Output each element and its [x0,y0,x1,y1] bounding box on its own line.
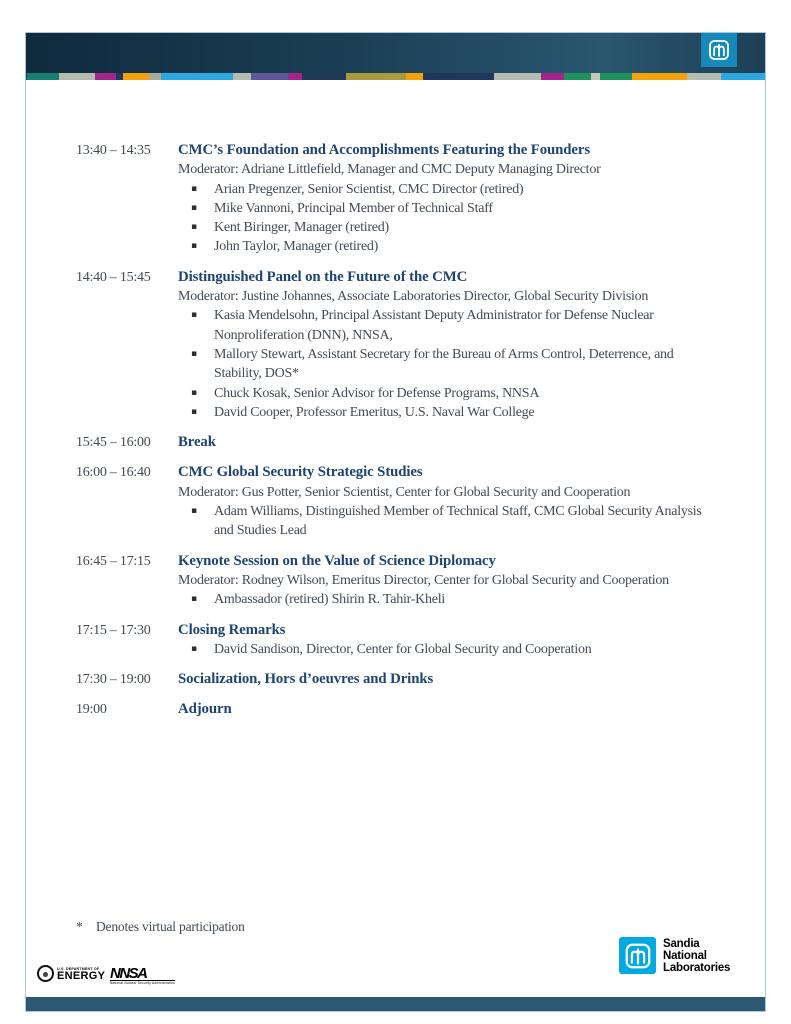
thunderbird-glyph [623,941,653,971]
stripe-segment [288,73,302,80]
speaker-text: Kasia Mendelsohn, Principal Assistant Deputy Administrator for Defense Nuclear Nonproliferation (DNN), NNSA, [214,308,654,343]
speaker-list [178,640,765,659]
stripe-segment [406,73,423,80]
stripe-segment [59,73,95,80]
agenda-title: Break [178,434,216,451]
agenda-time: 16:00 – 16:40 [76,465,151,481]
agenda-title: Adjourn [178,701,232,718]
footer-bar [26,997,765,1011]
doe-energy-line: ENERGY [57,969,106,982]
stripe-segment [95,73,116,80]
stripe-segment [27,73,59,80]
header-banner [26,33,765,73]
speaker-text: David Sandison, Director, Center for Global Security and Cooperation [214,641,592,657]
agenda-title: Distinguished Panel on the Future of the CMC [178,268,468,285]
nnsa-subtitle: National Nuclear Security Administration [110,981,175,985]
speaker-text: Arian Pregenzer, Senior Scientist, CMC Director (retired) [214,181,524,197]
speaker-text: Ambassador (retired) Shirin R. Tahir-Kheli [214,592,445,608]
stripe-segment [600,73,632,80]
agenda-moderator: Moderator: Rodney Wilson, Emeritus Director, Center for Global Security and Cooperation [178,572,669,588]
speaker-text: David Cooper, Professor Emeritus, U.S. Naval War College [214,404,535,420]
agenda-item [76,670,765,689]
speaker-item [178,384,765,403]
doe-dept-line: U.S. DEPARTMENT OF [57,966,100,971]
agenda-title: CMC’s Foundation and Accomplishments Featuring the Founders [178,142,591,158]
agenda-moderator: Moderator: Gus Potter, Senior Scientist, Center for Global Security and Cooperation [178,484,631,500]
speaker-item [178,590,765,609]
bullet-square-icon: ▪ [191,506,197,517]
bullet-square-icon: ▪ [191,348,197,359]
sandia-wordmark-line: Sandia [663,938,700,950]
agenda-time: 17:30 – 19:00 [76,672,151,688]
agenda-time: 14:40 – 15:45 [76,269,151,285]
bullet-square-icon: ▪ [191,643,197,654]
bullet-square-icon: ▪ [191,202,197,213]
stripe-segment [564,73,591,80]
bullet-square-icon: ▪ [191,222,197,233]
accent-stripe [26,73,765,80]
sandia-wordmark [663,937,730,974]
stripe-segment [346,73,406,80]
agenda-item [76,433,765,452]
agenda-item [76,141,765,257]
doe-seal-icon [37,965,54,982]
agenda-time: 13:40 – 14:35 [76,143,151,158]
agenda-item [76,621,765,660]
bullet-square-icon: ▪ [191,594,197,605]
stripe-segment [541,73,564,80]
speaker-text: Kent Biringer, Manager (retired) [214,220,389,236]
stripe-segment [687,73,721,80]
agenda-item [76,463,765,540]
agenda-title: Keynote Session on the Value of Science Diplomacy [178,552,496,569]
speaker-item [178,403,765,422]
speaker-list [178,306,765,422]
stripe-segment [632,73,687,80]
speaker-text: Chuck Kosak, Senior Advisor for Defense Programs, NNSA [214,385,540,401]
speaker-item [178,237,765,256]
speaker-text: John Taylor, Manager (retired) [214,239,379,255]
speaker-item [178,306,765,345]
stripe-segment [233,73,251,80]
agenda-title: Closing Remarks [178,621,286,638]
stripe-segment [161,73,233,80]
doe-wordmark [57,967,105,981]
speaker-list [178,502,765,541]
bullet-square-icon: ▪ [191,183,197,194]
speaker-item [178,199,765,218]
stripe-segment [123,73,149,80]
agenda-moderator: Moderator: Adriane Littlefield, Manager and CMC Deputy Managing Director [178,162,601,178]
speaker-item [178,180,765,199]
agenda-time: 17:15 – 17:30 [76,622,151,638]
agenda-time: 15:45 – 16:00 [76,435,151,451]
speaker-item [178,640,765,659]
stripe-segment [494,73,541,80]
bullet-square-icon: ▪ [191,406,197,417]
footnote-asterisk: * [76,919,83,934]
agenda-item [76,552,765,610]
speaker-text: Mike Vannoni, Principal Member of Technical Staff [214,200,493,216]
sandia-thunderbird-icon [701,33,737,67]
speaker-item [178,345,765,384]
agenda-item [76,700,765,719]
stripe-segment [721,73,765,80]
page-frame [25,32,766,1012]
agenda-time: 19:00 [76,702,107,718]
speaker-list [178,180,765,257]
speaker-text: Adam Williams, Distinguished Member of Technical Staff, CMC Global Security Analysis and Studies Lead [214,504,702,539]
bullet-square-icon: ▪ [191,387,197,398]
thunderbird-glyph [707,38,731,62]
agenda [26,80,765,720]
sandia-logo [619,937,730,974]
footnote-text: Denotes virtual participation [96,919,245,934]
stripe-segment [591,73,600,80]
agenda-title: CMC Global Security Strategic Studies [178,464,423,481]
speaker-text: Mallory Stewart, Assistant Secretary for the Bureau of Arms Control, Deterrence, and Stability, DOS* [214,346,674,382]
sandia-wordmark-line: National [663,949,707,962]
bullet-square-icon: ▪ [191,310,197,321]
agenda-item [76,268,765,422]
footnote [76,919,245,935]
nnsa-logo [110,967,175,985]
agenda-title: Socialization, Hors d’oeuvres and Drinks [178,671,434,688]
agenda-time: 16:45 – 17:15 [76,553,151,569]
speaker-item [178,502,765,541]
sandia-wordmark-line: Laboratories [663,961,731,974]
nnsa-acronym: NNSA [110,965,147,982]
sandia-thunderbird-icon [619,937,656,974]
stripe-segment [149,73,161,80]
speaker-item [178,218,765,237]
agenda-moderator: Moderator: Justine Johannes, Associate Laboratories Director, Global Security Division [178,289,649,305]
doe-logo [37,965,105,982]
speaker-list [178,590,765,609]
stripe-segment [251,73,288,80]
bullet-square-icon: ▪ [191,241,197,252]
